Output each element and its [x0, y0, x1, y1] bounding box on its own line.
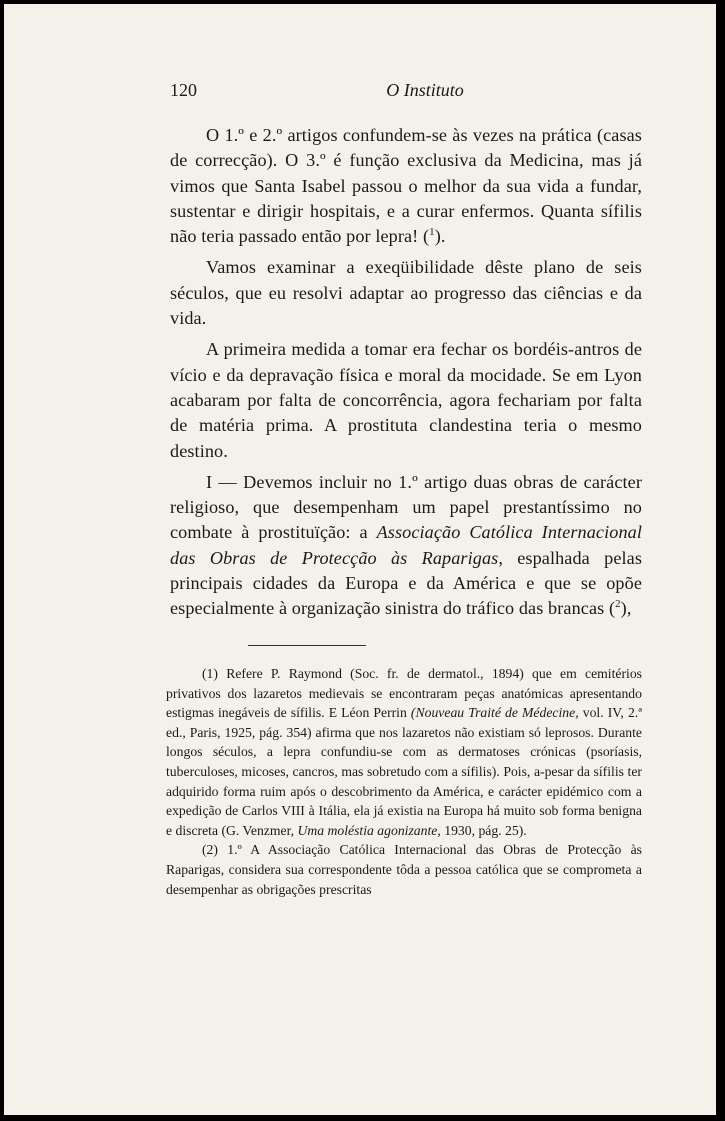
paragraph-4 — [170, 470, 642, 622]
paragraph-4-text: I — Devemos incluir no 1.º artigo duas obras de carácter religioso, que desempenham um papel prestantíssimo no combate à prostituïção: a — [170, 471, 642, 543]
footnote-ref-2: 2 — [615, 598, 621, 611]
page-header — [170, 80, 640, 104]
paragraph-4-end: ), — [620, 598, 632, 619]
footnote-1-text: Refere P. Raymond (Soc. fr. de dermatol., 1894) que em cemitérios privativos dos lazaretos medievais se encontraram peças anatómicas apresentando estigmas inegáveis de sífilis. E Léon Perrin — [166, 666, 642, 721]
page-number: 120 — [170, 80, 197, 100]
footnote-divider — [248, 645, 366, 646]
footnote-1 — [166, 664, 642, 840]
paragraph-1 — [170, 123, 642, 249]
paragraph-4-text-2: espalhada pelas principais cidades da Europa e da América e que se opõe especialmente à organização sinistra do tráfico das brancas ( — [170, 547, 642, 619]
footnotes — [166, 664, 642, 899]
footnote-1-text-2: vol. IV, 2.ª ed., Paris, 1925, pág. 354) afirma que nos lazaretos não existiam só leprosos. Durante longos séculos, a lepra confundiu-se com as dermatoses crónicas (psoríasis, tuberculoses, micoses, cancros, mas sobretudo com a sífilis). Pois, a-pesar da sífilis ter adquirido forma ruim após o descobrimento da América, e carácter epidémico com a expedição de Carlos VIII à Itália, ela já existia na Europa há muito sob forma benigna e discreta (G. Venzmer, — [166, 705, 642, 838]
paragraph-1-text: O 1.º e 2.º artigos confundem-se às vezes na prática (casas de correcção). O 3.º é função exclusiva da Medicina, mas já vimos que Santa Isabel passou o melhor da sua vida a fundar, sustentar e dirigir hospitais, e a curar enfermos. Quanta sífilis não teria passado então por lepra! ( — [170, 125, 642, 247]
footnote-1-citation-2: Uma moléstia agonizante, — [297, 822, 441, 838]
footnote-2-text: 1.º A Associação Católica Internacional das Obras de Protecção às Raparigas, considera sua correspondente tôda a pessoa católica que se comprometa a desempenhar as obrigações prescritas — [166, 842, 642, 897]
footnote-1-marker: (1) — [202, 666, 218, 681]
footnote-2 — [166, 840, 642, 899]
paragraph-2: Vamos examinar a exeqüibilidade dêste plano de seis séculos, que eu resolvi adaptar ao progresso das ciências e da vida. — [170, 257, 642, 329]
paragraph-3: A primeira medida a tomar era fechar os bordéis-antros de vício e da depravação física e moral da mocidade. Se em Lyon acabaram por falta de concorrência, agora fechariam por falta de matéria prima. A prostituta clandestina teria o mesmo destino. — [170, 339, 642, 461]
footnote-1-end: 1930, pág. 25). — [440, 822, 527, 838]
running-title: O Instituto — [386, 80, 464, 100]
footnote-2-marker: (2) — [202, 842, 218, 858]
footnote-ref-1: 1 — [429, 226, 435, 239]
paragraph-1-end: ). — [434, 226, 446, 247]
footnote-1-citation: (Nouveau Traité de Médecine, — [410, 705, 579, 721]
organization-name: Associação Católica Internacional das Obras de Protecção às Raparigas, — [170, 522, 642, 568]
body-text — [170, 123, 642, 628]
